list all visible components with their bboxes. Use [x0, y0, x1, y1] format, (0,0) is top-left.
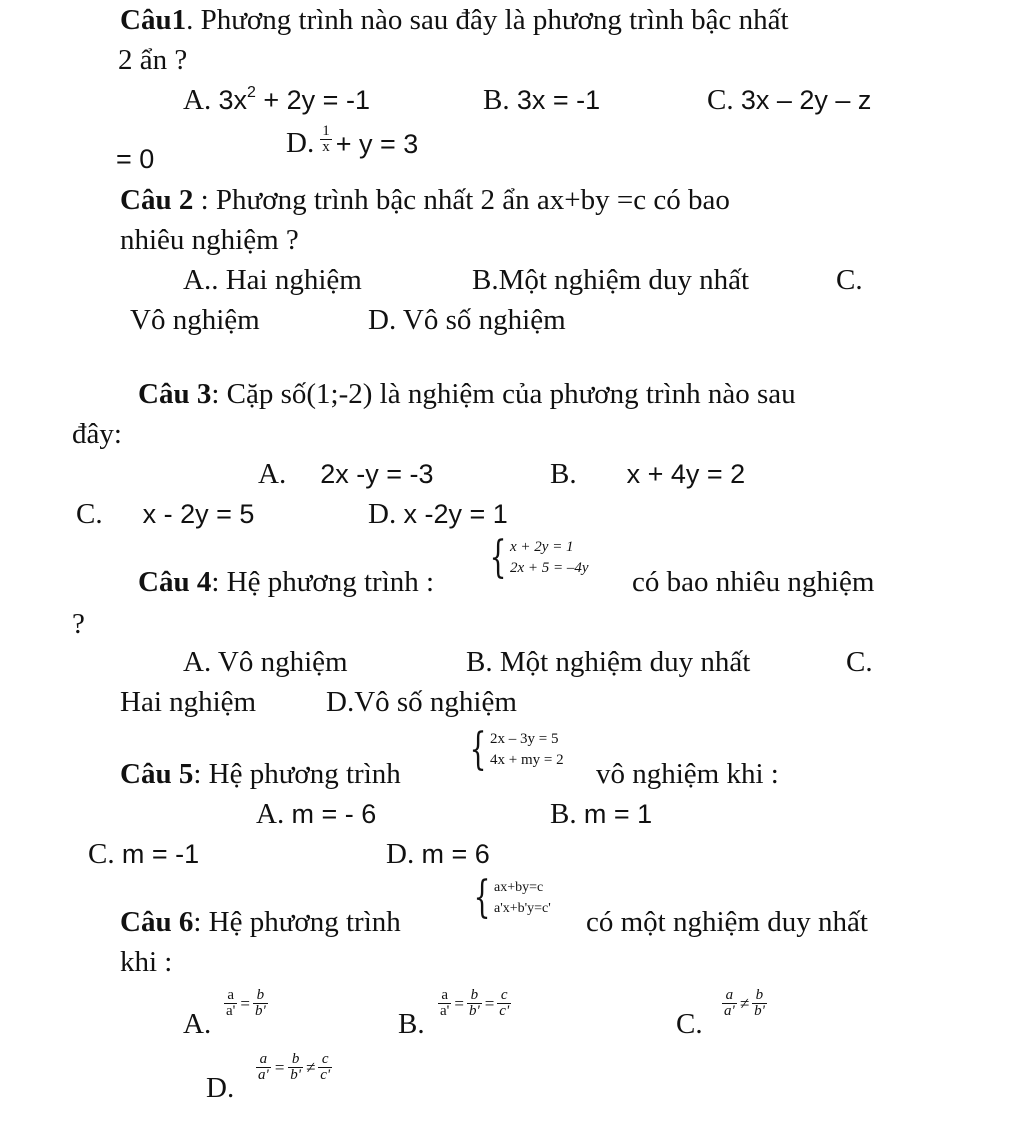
q5-c-eq: m = -1 [121, 839, 200, 869]
q3-option-d [368, 500, 508, 529]
q4-option-a: A. Vô nghiệm [183, 646, 348, 678]
q5-b-eq: m = 1 [583, 799, 653, 829]
q5-eq1: 2x – 3y = 5 [490, 731, 559, 747]
q1-c-continued: = 0 [116, 144, 155, 174]
q4-line2: ? [72, 608, 85, 640]
q5-option-a [256, 800, 376, 829]
neq-sign: ≠ [305, 1057, 316, 1077]
q5-option-b [550, 800, 652, 829]
q2-text: : Phương trình bậc nhất 2 ẩn ax+by =c có bao [193, 184, 730, 216]
neq-sign: ≠ [739, 993, 750, 1013]
frac-a-a1: $\frac{a}{a'}$ [258, 1051, 269, 1083]
q6-line2: khi : [120, 946, 173, 978]
q3-line2: đây: [72, 418, 122, 450]
q4-text: : Hệ phương trình : [211, 566, 435, 598]
q5-eq2: 4x + my = 2 [490, 752, 564, 768]
q1-c-eq: 3x – 2y – z [740, 85, 872, 115]
q1-d-fraction: $\frac{1}{x}$ [322, 123, 330, 155]
q6-d-label: D. [206, 1072, 235, 1104]
q1-d-label: D. [286, 127, 315, 159]
q5-a-label: A. [256, 798, 285, 830]
q1-text: . Phương trình nào sau đây là phương trình bậc nhất [186, 4, 789, 36]
q1-line1 [120, 6, 789, 35]
frac-c-c1: $\frac{c}{c'}$ [499, 987, 510, 1019]
q3-a-label: A. [258, 458, 287, 490]
q5-b-label: B. [550, 798, 577, 830]
q3-c-label: C. [76, 498, 103, 530]
q6-option-b-expr [438, 988, 511, 1019]
q5-a-eq: m = - 6 [291, 799, 377, 829]
q3-option-a [258, 460, 434, 489]
q6-b-label: B. [398, 1008, 425, 1040]
q6-option-a-expr [224, 988, 268, 1019]
q6-eq1: ax+by=c [494, 880, 544, 895]
q2-line1 [120, 186, 730, 215]
frac-a-a1: $\frac{a}{a'}$ [440, 987, 450, 1019]
q3-text: : Cặp số(1;-2) là nghiệm của phương trình nào sau [211, 378, 796, 410]
q1-b-label: B. [483, 84, 510, 116]
q5-text: : Hệ phương trình [193, 758, 401, 790]
q3-c-eq: x - 2y = 5 [142, 499, 255, 529]
q5-title: Câu 5 [120, 758, 194, 790]
q4-option-c-label: C. [846, 646, 873, 678]
q5-d-label: D. [386, 838, 415, 870]
frac-b-b1: $\frac{b}{b'}$ [754, 987, 765, 1019]
q3-option-c [76, 500, 254, 529]
q5-line1 [120, 760, 401, 789]
q4-option-c-text: Hai nghiệm [120, 686, 257, 718]
q4-eq2: 2x + 5 = –4y [510, 560, 589, 576]
eq-sign: = [454, 993, 464, 1013]
q5-text-after: vô nghiệm khi : [596, 758, 779, 790]
q6-option-c-expr [722, 988, 767, 1019]
q2-option-a: A.. Hai nghiệm [183, 264, 362, 296]
q3-d-eq: x -2y = 1 [403, 499, 508, 529]
q4-system [484, 532, 589, 583]
q1-line2: 2 ẩn ? [118, 44, 188, 76]
frac-c-c1: $\frac{c}{c'}$ [320, 1051, 331, 1083]
q3-option-b [550, 460, 745, 489]
q4-title: Câu 4 [138, 566, 212, 598]
q4-text-after: có bao nhiêu nghiệm [632, 566, 875, 598]
q2-option-d: D. Vô số nghiệm [368, 304, 566, 336]
q1-option-a [183, 86, 370, 115]
q1-b-eq: 3x = -1 [516, 85, 601, 115]
frac-a-a1: $\frac{a}{a'}$ [724, 987, 735, 1019]
q1-option-c [707, 86, 871, 115]
q1-title: Câu1 [120, 4, 187, 36]
q6-text-after: có một nghiệm duy nhất [586, 906, 868, 938]
q4-line1 [138, 568, 434, 597]
q4-option-b: B. Một nghiệm duy nhất [466, 646, 751, 678]
q6-title: Câu 6 [120, 906, 194, 938]
q3-d-label: D. [368, 498, 397, 530]
q1-option-d [286, 124, 418, 161]
q6-system [468, 872, 551, 923]
q6-eq2: a'x+b'y=c' [494, 901, 551, 916]
q2-option-c-label: C. [836, 264, 863, 296]
q3-b-label: B. [550, 458, 577, 490]
q5-brace: { [469, 724, 487, 775]
eq-sign: = [273, 1057, 286, 1077]
q3-b-eq: x + 4y = 2 [626, 459, 746, 489]
q6-text: : Hệ phương trình [193, 906, 401, 938]
q4-brace: { [489, 532, 507, 583]
q5-system [464, 724, 564, 775]
q6-a-label: A. [183, 1008, 212, 1040]
q5-option-c [88, 840, 199, 869]
q5-option-d [386, 840, 490, 869]
q3-a-eq: 2x -y = -3 [320, 459, 434, 489]
q6-c-label: C. [676, 1008, 703, 1040]
q2-line2: nhiêu nghiệm ? [120, 224, 299, 256]
q5-d-eq: m = 6 [421, 839, 490, 869]
q4-eq1: x + 2y = 1 [510, 539, 574, 555]
frac-a-a1: $\frac{a}{a'}$ [226, 987, 236, 1019]
q4-option-d: D.Vô số nghiệm [326, 686, 517, 718]
q2-option-b: B.Một nghiệm duy nhất [472, 264, 750, 296]
q1-a-eq: $3x^2 + 2y = -1$ [218, 84, 370, 115]
q1-a-label: A. [183, 84, 212, 116]
frac-b-b1: $\frac{b}{b'}$ [290, 1051, 301, 1083]
q1-c-label: C. [707, 84, 734, 116]
q1-option-b [483, 86, 600, 115]
q5-c-label: C. [88, 838, 115, 870]
q2-title: Câu 2 [120, 184, 194, 216]
q6-option-d-expr [256, 1052, 332, 1083]
q6-brace: { [473, 872, 491, 923]
q2-option-c-text: Vô nghiệm [130, 304, 260, 336]
frac-b-b1: $\frac{b}{b'}$ [254, 987, 266, 1019]
eq-sign: = [484, 993, 495, 1013]
q1-d-eq: + y = 3 [335, 129, 419, 159]
eq-sign: = [240, 993, 250, 1013]
q3-title: Câu 3 [138, 378, 212, 410]
frac-b-b1: $\frac{b}{b'}$ [468, 987, 480, 1019]
q3-line1 [138, 380, 796, 409]
q6-line1 [120, 908, 401, 937]
